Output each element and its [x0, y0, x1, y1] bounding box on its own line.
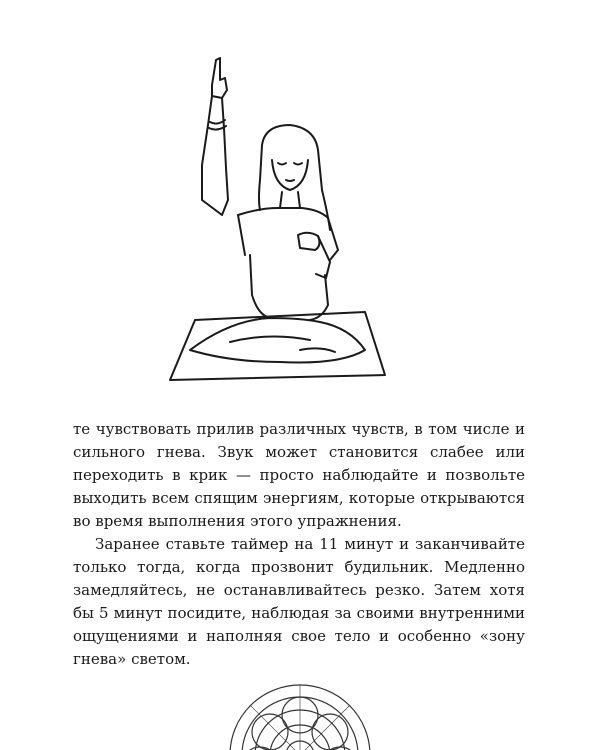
body-text: [73, 418, 525, 671]
paragraph-1: те чувствовать прилив различных чувств, в том числе и сильного гнева. Звук может становится слабее или переходить в крик — просто наблюдайте и позвольте выходить всем спящим энергиям, которые открываются во время выполнения этого упражнения.: [73, 420, 525, 530]
meditation-illustration: [150, 50, 390, 400]
paragraph-2: Заранее ставьте таймер на 11 минут и заканчивайте только тогда, когда прозвонит будильник. Медленно замедляйтесь, не останавливайтесь резко. Затем хотя бы 5 минут посидите, наблюдая за своими внутренними ощущениями и наполняя свое тело и особенно «зону гнева» светом.: [73, 535, 525, 668]
yoga-mat: [170, 312, 385, 380]
mandala-ornament-icon: [225, 680, 375, 750]
